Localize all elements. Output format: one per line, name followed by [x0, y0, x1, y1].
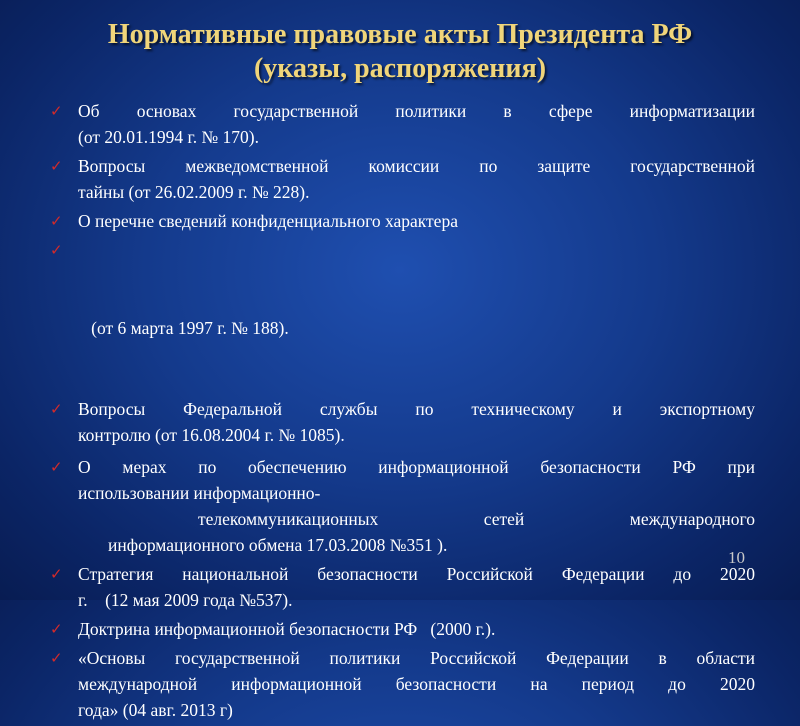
checkmark-icon: ✓ [50, 212, 63, 230]
list-item [50, 98, 755, 150]
checkmark-icon: ✓ [50, 565, 63, 583]
list-item [50, 396, 755, 448]
list-item [50, 454, 755, 558]
checkmark-icon: ✓ [50, 400, 63, 418]
checkmark-icon: ✓ [50, 102, 63, 120]
list-item [50, 616, 755, 642]
checkmark-icon: ✓ [50, 241, 63, 259]
checkmark-icon: ✓ [50, 157, 63, 175]
slide-title [40, 18, 760, 86]
item-line: тайны (от 26.02.2009 г. № 228). [78, 182, 310, 202]
item-line: информационного обмена 17.03.2008 №351 ). [108, 535, 448, 555]
item-line: О перечне сведений конфиденциального характера [78, 211, 458, 231]
slide-title-line-1: Нормативные правовые акты Президента РФ [107, 19, 693, 50]
list-item [50, 645, 755, 723]
item-line: О мерах по обеспечению информационной безопасности РФ при [78, 457, 755, 477]
item-line: года» (04 авг. 2013 г) [78, 700, 233, 720]
item-line: контролю (от 16.08.2004 г. № 1085). [78, 425, 345, 445]
item-line: Доктрина информационной безопасности РФ (2000 г.). [78, 619, 496, 639]
item-line: (от 20.01.1994 г. № 170). [78, 127, 259, 147]
item-line: г. (12 мая 2009 года №537). [78, 590, 293, 610]
item-line-part: использовании информационно- [78, 483, 321, 503]
checkmark-icon: ✓ [50, 649, 63, 667]
list-item [50, 237, 755, 393]
slide-title-line-2: (указы, распоряжения) [253, 53, 547, 84]
checkmark-icon: ✓ [50, 620, 63, 638]
acts-list [50, 98, 755, 726]
item-line: Вопросы Федеральной службы по техническому и экспортному [78, 399, 755, 419]
item-line: Вопросы межведомственной комиссии по защите государственной [78, 156, 755, 176]
item-line: Об основах государственной политики в сфере информатизации [78, 101, 755, 121]
item-line: международной информационной безопасности на период до 2020 [78, 674, 755, 694]
item-line: (от 6 марта 1997 г. № 188). [78, 318, 289, 338]
item-line: Стратегия национальной безопасности Российской Федерации до 2020 [78, 564, 755, 584]
list-item [50, 208, 755, 234]
item-line [78, 480, 755, 506]
slide-number: 10 [728, 548, 745, 567]
list-item [50, 153, 755, 205]
list-item [50, 561, 755, 613]
checkmark-icon: ✓ [50, 458, 63, 476]
item-line: «Основы государственной политики Российской Федерации в области [78, 648, 755, 668]
item-line: телекоммуникационных сетей международного [198, 509, 755, 529]
